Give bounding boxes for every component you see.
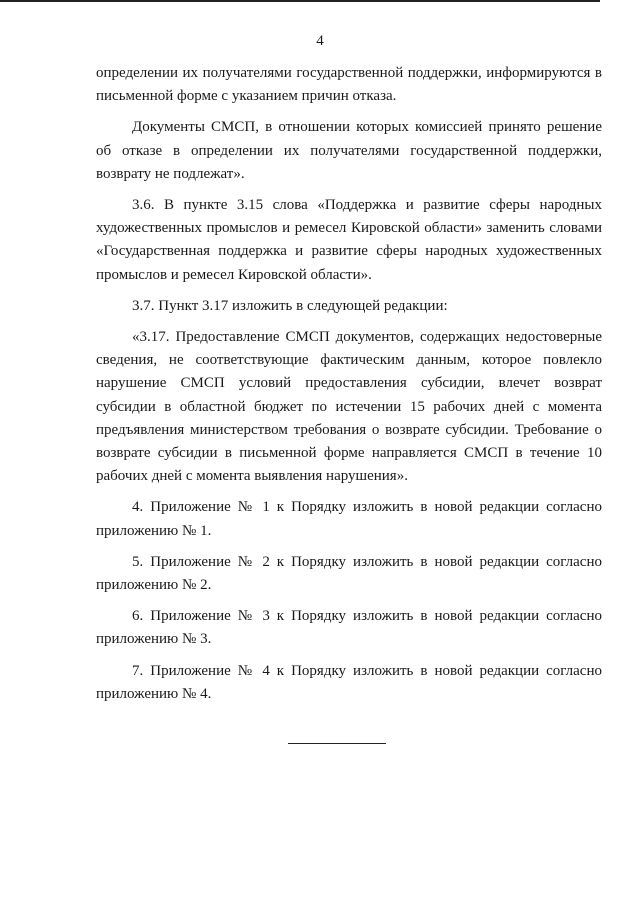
document-body bbox=[96, 62, 602, 714]
paragraph-3-6: 3.6. В пункте 3.15 слова «Поддержка и развитие сферы народных художественных промыслов и ремесел Кировской области» заменить словами «Государственная поддержка и развитие сферы народных художественных промыслов и ремесел Кировской области». bbox=[96, 197, 602, 283]
paragraph-item-5: 5. Приложение № 2 к Порядку изложить в новой редакции согласно приложению № 2. bbox=[96, 553, 602, 594]
paragraph-item-4: 4. Приложение № 1 к Порядку изложить в новой редакции согласно приложению № 1. bbox=[96, 499, 602, 539]
end-of-document-line bbox=[288, 743, 386, 744]
paragraph-continuation: определении их получателями государственной поддержки, информируются в письменной форме с указанием причин отказа. bbox=[96, 65, 602, 105]
paragraph-documents-not-returned: Документы СМСП, в отношении которых комиссией принято решение об отказе в определении их получателями государственной поддержки, возврату не подлежат». bbox=[96, 119, 602, 182]
paragraph-3-7: 3.7. Пункт 3.17 изложить в следующей редакции: bbox=[132, 297, 448, 314]
paragraph-item-7: 7. Приложение № 4 к Порядку изложить в новой редакции согласно приложению № 4. bbox=[96, 662, 602, 702]
page-number: 4 bbox=[316, 33, 324, 49]
paragraph-item-6: 6. Приложение № 3 к Порядку изложить в новой редакции согласно приложению № 3. bbox=[96, 608, 602, 648]
top-border-line bbox=[0, 0, 600, 2]
paragraph-3-17: «3.17. Предоставление СМСП документов, содержащих недостоверные сведения, не соответствующие фактическим данным, которое повлекло нарушение СМСП условий предоставления субсидии, влечет возврат субсидии в областной бюджет по истечении 15 рабочих дней с момента предъявления министерством требования о возврате субсидии. Требование о возврате субсидии в письменной форме направляется СМСП в течение 10 рабочих дней с момента выявления нарушения». bbox=[96, 329, 602, 485]
